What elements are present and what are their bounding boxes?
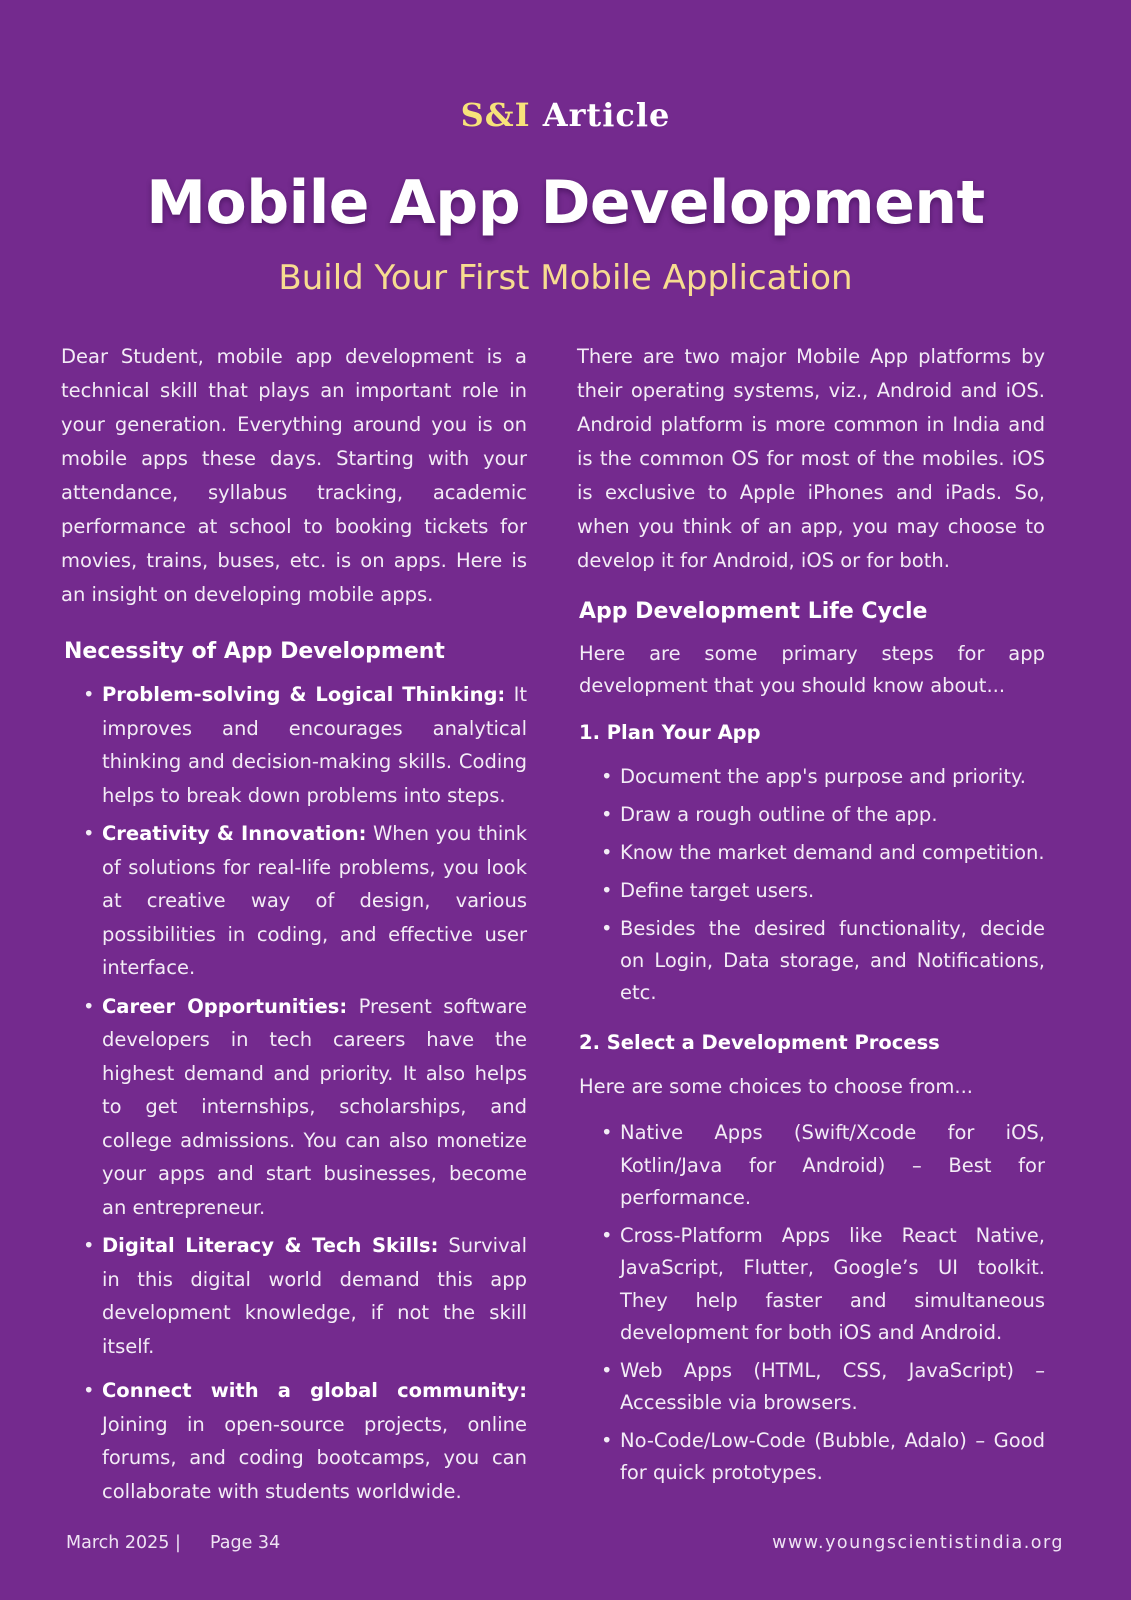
left-column — [61, 340, 527, 1508]
bullet-icon: • — [601, 803, 613, 826]
necessity-heading: Necessity of App Development — [64, 639, 445, 664]
list-item: • Native Apps (Swift/Xcode for iOS, Kotlin/Java for Android) – Best for performance. — [579, 1117, 1045, 1215]
lifecycle-heading: App Development Life Cycle — [579, 599, 928, 624]
article-kicker — [0, 96, 1131, 134]
list-item: • Cross-Platform Apps like React Native, JavaScript, Flutter, Google’s UI toolkit. They help faster and simultaneous development for both iOS and Android. — [579, 1220, 1045, 1350]
bullet-icon: • — [83, 822, 95, 845]
bullet-icon: • — [601, 841, 613, 864]
bullet-icon: • — [601, 1428, 613, 1452]
step1-list — [579, 761, 1045, 1009]
list-item: • Define target users. — [579, 875, 1045, 907]
footer-page-number: Page 34 — [210, 1533, 281, 1553]
list-item: • Digital Literacy & Tech Skills: Survival in this digital world demand this app development knowledge, if not the skill itself. — [61, 1229, 527, 1363]
platforms-paragraph: There are two major Mobile App platforms by their operating systems, viz., Android and iOS. Android platform is more common in India and is the common OS for most of the mobiles. iOS is exclusive to Apple iPhones and iPads. So, when you think of an app, you may choose to develop it for Android, iOS or for both. — [577, 345, 1045, 572]
page-subtitle: Build Your First Mobile Application — [278, 258, 853, 298]
bullet-icon: • — [601, 879, 613, 902]
step1-heading: 1. Plan Your App — [579, 721, 761, 744]
bullet-icon: • — [601, 1121, 613, 1144]
kicker-brand: S&I — [460, 96, 531, 134]
step2-heading: 2. Select a Development Process — [579, 1031, 940, 1054]
bullet-icon: • — [83, 683, 95, 706]
kicker-label: Article — [542, 96, 671, 134]
list-item: • Document the app's purpose and priority. — [579, 761, 1045, 793]
list-item: • Problem-solving & Logical Thinking: It improves and encourages analytical thinking and decision-making skills. Coding helps to break down problems into steps. — [61, 678, 527, 812]
bullet-icon: • — [601, 765, 613, 788]
bullet-icon: • — [601, 1223, 613, 1247]
list-item: • No-Code/Low-Code (Bubble, Adalo) – Good for quick prototypes. — [579, 1425, 1045, 1490]
list-item: • Career Opportunities: Present software developers in tech careers have the highest demand and priority. It also helps to get internships, scholarships, and college admissions. You can also monetize your apps and start businesses, become an entrepreneur. — [61, 990, 527, 1225]
lifecycle-intro: Here are some primary steps for app development that you should know about... — [579, 642, 1045, 697]
list-item: • Connect with a global community: Joining in open-source projects, online forums, and coding bootcamps, you can collaborate with students worldwide. — [61, 1374, 527, 1508]
step2-intro: Here are some choices to choose from... — [579, 1075, 974, 1098]
list-item: • Know the market demand and competition. — [579, 837, 1045, 869]
bullet-icon: • — [83, 1234, 95, 1257]
step2-list — [579, 1117, 1045, 1490]
footer-website: www.youngscientistindia.org — [772, 1533, 1064, 1553]
list-item: • Besides the desired functionality, decide on Login, Data storage, and Notifications, etc. — [579, 913, 1045, 1009]
bullet-icon: • — [83, 1379, 95, 1402]
bullet-icon: • — [83, 994, 95, 1018]
intro-paragraph: Dear Student, mobile app development is a technical skill that plays an important role in your generation. Everything around you is on mobile apps these days. Starting with your attendance, syllabus tracking, academic performance at school to booking tickets for movies, trains, buses, etc. is on apps. Here is an insight on developing mobile apps. — [61, 345, 527, 606]
right-column — [579, 340, 1045, 1490]
bullet-icon: • — [601, 1358, 613, 1382]
list-item: • Web Apps (HTML, CSS, JavaScript) – Accessible via browsers. — [579, 1355, 1045, 1420]
list-item: • Draw a rough outline of the app. — [579, 799, 1045, 831]
footer-date: March 2025 | — [66, 1533, 181, 1553]
necessity-list — [61, 678, 527, 1508]
page-title: Mobile App Development — [146, 168, 985, 238]
bullet-icon: • — [601, 917, 613, 940]
list-item: • Creativity & Innovation: When you think of solutions for real-life problems, you look at creative way of design, various possibilities in coding, and effective user interface. — [61, 817, 527, 985]
